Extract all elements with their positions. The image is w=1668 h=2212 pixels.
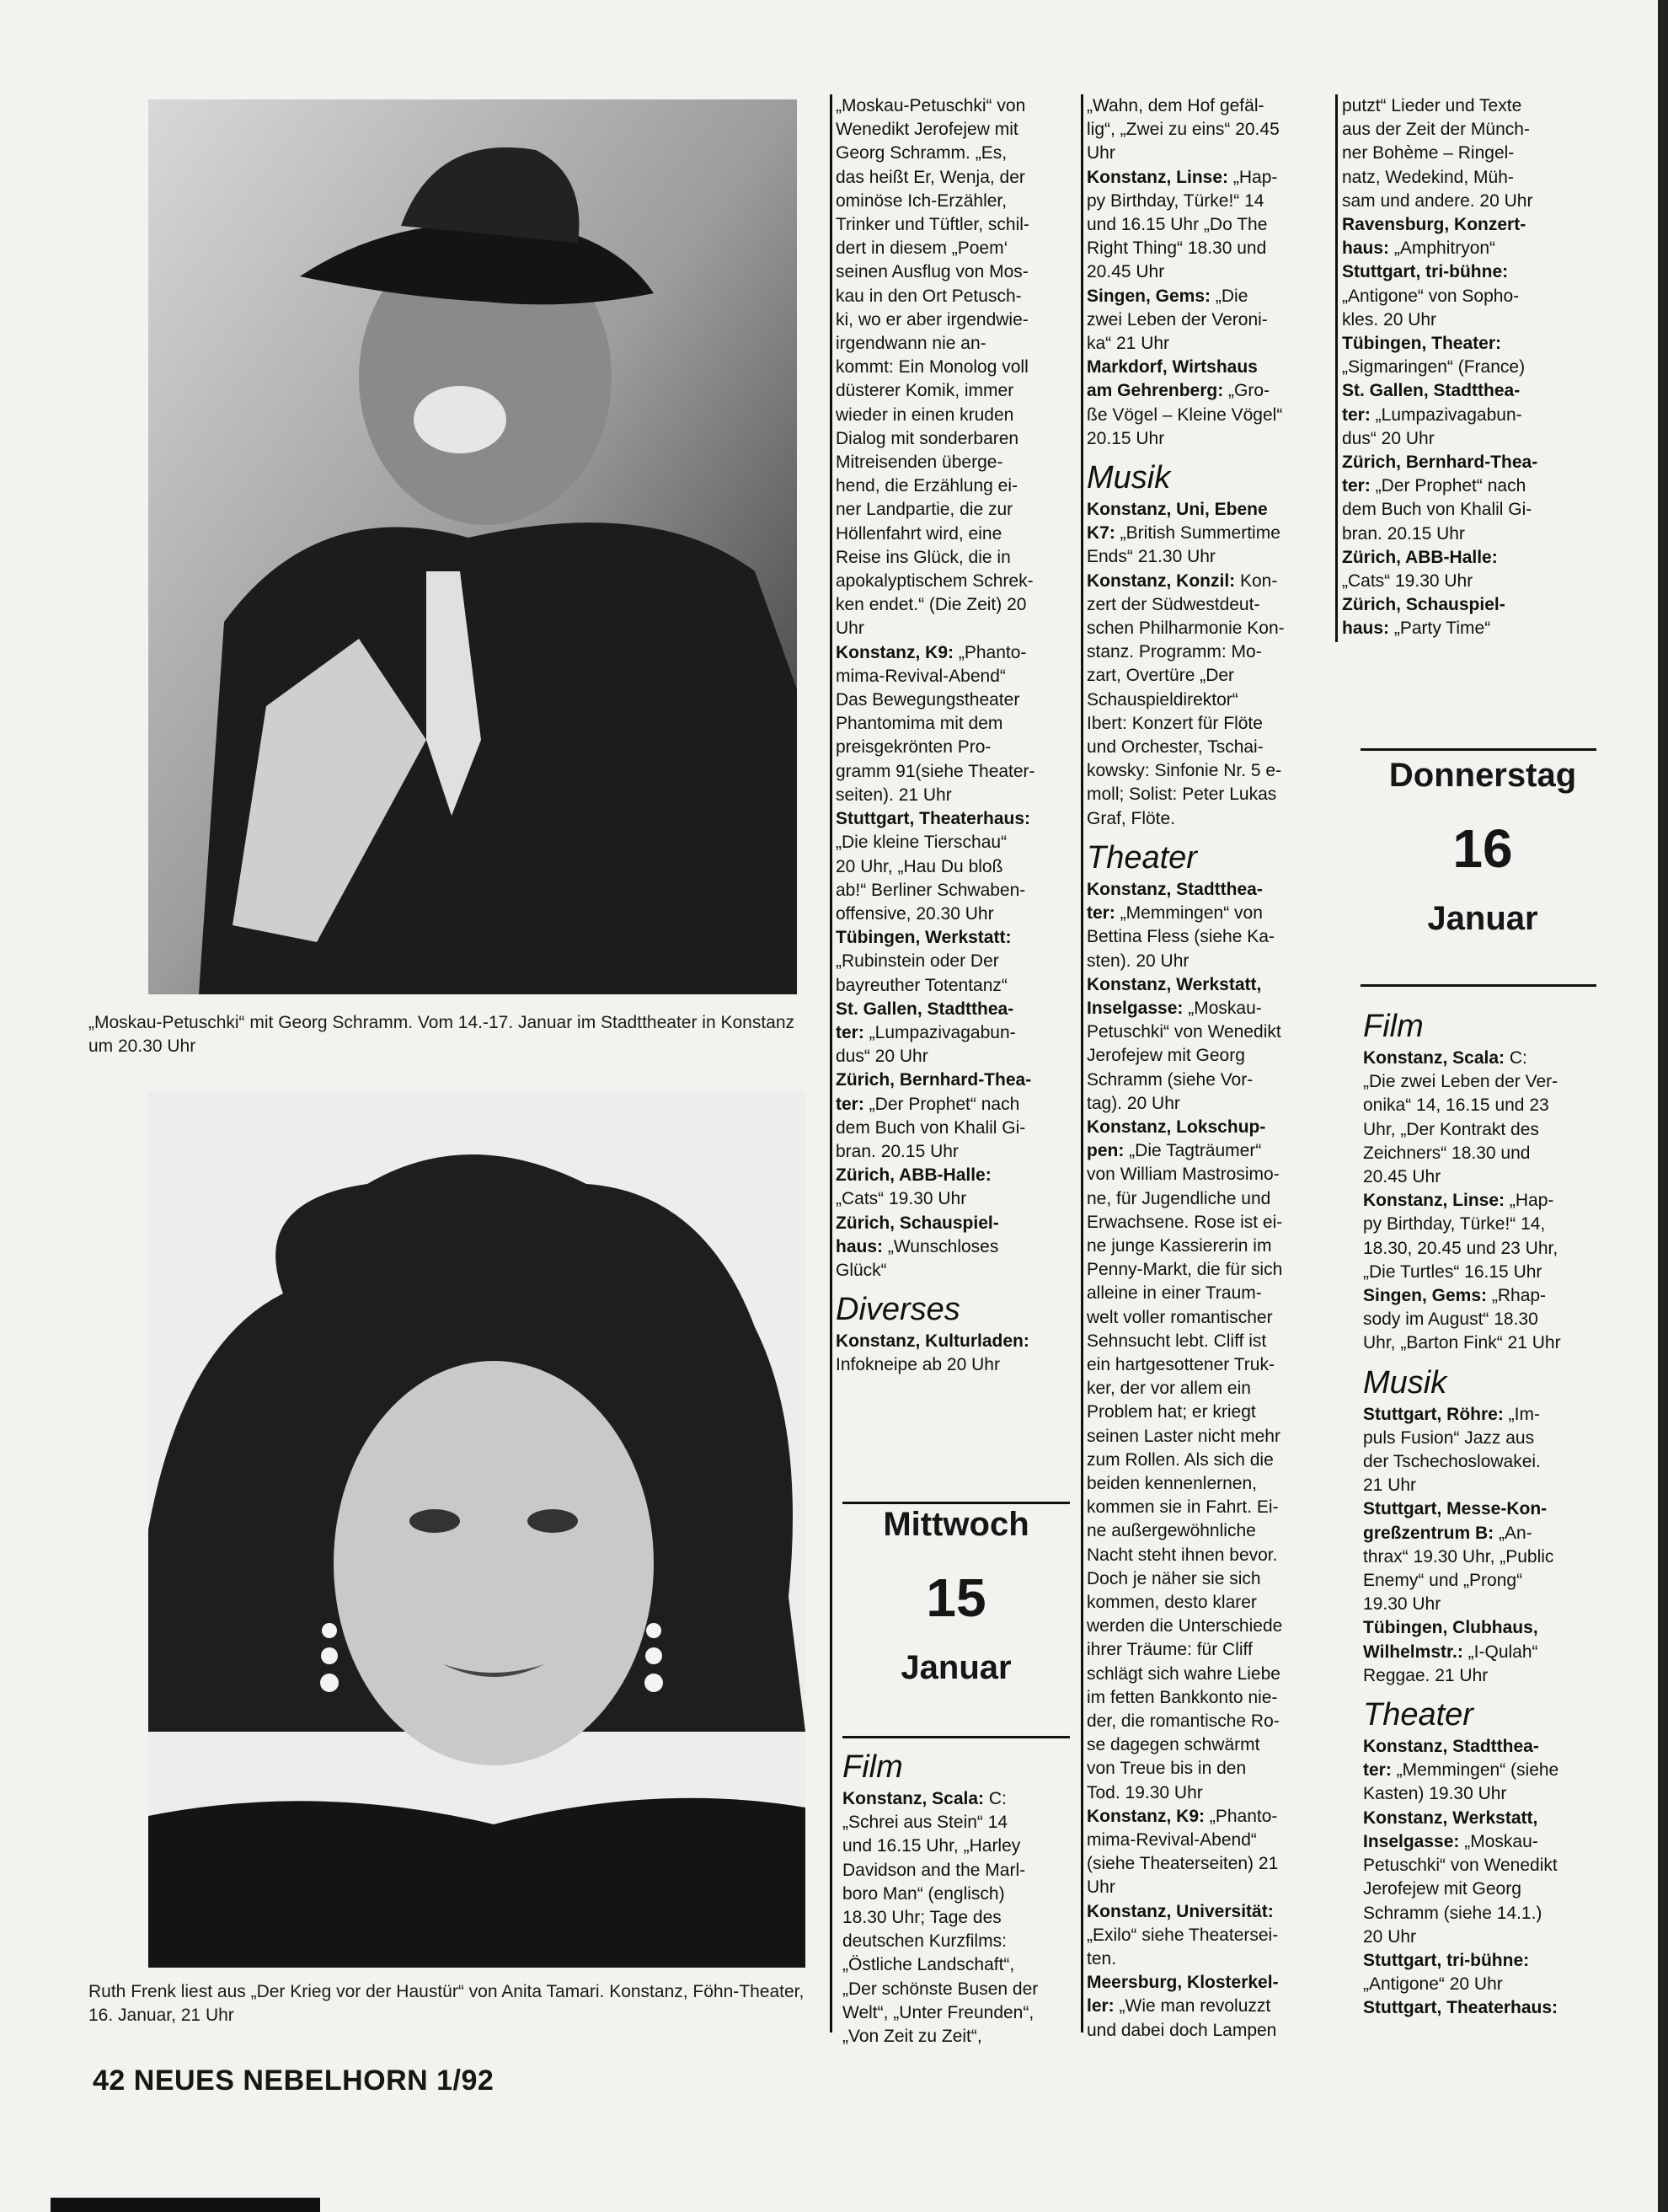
listing-entry: Stuttgart, Theaterhaus: „Die kleine Tierschau“ 20 Uhr, „Hau Du bloß ab!“ Berliner Schwaben- offensive, 20.30 Uhr xyxy=(836,809,1031,924)
photo-caption-2: Ruth Frenk liest aus „Der Krieg vor der Haustür“ von Anita Tamari. Konstanz, Föhn-Theater, 16. Januar, 21 Uhr xyxy=(88,1982,805,2025)
listing-entry: Konstanz, Konzil: Kon- zert der Südwestdeut- schen Philharmonie Kon- stanz. Programm: Mo- zart, Overtüre „Der Schauspieldirektor“ Ibert: Konzert für Flöte und Orchester, Tschai- kowsky: Sinfonie Nr. 5 e- moll; Solist: Peter Lukas Graf, Flöte. xyxy=(1087,570,1285,828)
listing-entry: Stuttgart, Messe-Kon- greßzentrum B: „An- thrax“ 19.30 Uhr, „Public Enemy“ und „Prong“ 19.30 Uhr xyxy=(1363,1499,1554,1615)
day-rule-bottom-donnerstag xyxy=(1361,984,1596,987)
day-month: Januar xyxy=(901,1649,1012,1686)
listing-entry: Markdorf, Wirtshaus am Gehrenberg: „Gro- ße Vögel – Kleine Vögel“ 20.15 Uhr xyxy=(1087,357,1283,448)
section-heading-theater: Theater xyxy=(1363,1697,1473,1733)
listing-entry: Konstanz, Uni, Ebene K7: „British Summertime Ends“ 21.30 Uhr xyxy=(1087,500,1280,567)
listing-column-2 xyxy=(1087,94,1331,2043)
listing-entry: Meersburg, Klosterkel- ler: „Wie man revoluzzt und dabei doch Lampen xyxy=(1087,1973,1279,2040)
column-rule-1 xyxy=(830,94,832,2033)
listing-entry: Konstanz, K9: „Phanto- mima-Revival-Abend“ Das Bewegungstheater Phantomima mit dem preisgekrönten Pro- gramm 91(siehe Theater- seiten). 21 Uhr xyxy=(836,642,1035,805)
day-name: Donnerstag xyxy=(1388,757,1577,794)
listing-entry: Stuttgart, tri-bühne: „Antigone“ von Sopho- kles. 20 Uhr xyxy=(1342,262,1520,329)
listing-entry: Tübingen, Werkstatt: „Rubinstein oder Der bayreuther Totentanz“ xyxy=(836,928,1012,995)
section-heading-diverses: Diverses xyxy=(836,1292,960,1328)
listing-entry: Konstanz, Universität: „Exilo“ siehe Theatersei- ten. xyxy=(1087,1901,1279,1969)
listing-text: „Wahn, dem Hof gefäl- lig“, „Zwei zu eins“ 20.45 Uhr xyxy=(1087,96,1280,163)
listing-column-3 xyxy=(1342,94,1595,641)
listing-entry: Konstanz, Werkstatt, Inselgasse: „Moskau- Petuschki“ von Wenedikt Jerofejew mit Georg Schramm (siehe 14.1.) 20 Uhr xyxy=(1363,1808,1558,1947)
listing-entry: Konstanz, Kulturladen: Infokneipe ab 20 Uhr xyxy=(836,1331,1029,1375)
listing-entry: Singen, Gems: „Die zwei Leben der Veroni- ka“ 21 Uhr xyxy=(1087,286,1268,354)
listing-column-1-lower xyxy=(842,1749,1083,2049)
day-month: Januar xyxy=(1427,900,1538,937)
listing-entry: Konstanz, Stadtthea- ter: „Memmingen“ von Bettina Fless (siehe Ka- sten). 20 Uhr xyxy=(1087,879,1275,971)
listing-entry: St. Gallen, Stadtthea- ter: „Lumpazivagabun- dus“ 20 Uhr xyxy=(836,999,1016,1067)
listing-entry: Zürich, ABB-Halle: „Cats“ 19.30 Uhr xyxy=(836,1165,992,1209)
day-number: 15 xyxy=(926,1567,986,1628)
day-rule-top-donnerstag xyxy=(1361,748,1596,751)
section-heading-musik: Musik xyxy=(1087,460,1171,496)
photo-woman-portrait xyxy=(148,1091,805,1968)
listing-entry: Stuttgart, Theaterhaus: xyxy=(1363,1998,1558,2018)
listing-text: putzt“ Lieder und Texte aus der Zeit der Münch- ner Bohème – Ringel- natz, Wedekind, Müh- sam und andere. 20 Uhr xyxy=(1342,96,1533,211)
listing-entry: Zürich, ABB-Halle: „Cats“ 19.30 Uhr xyxy=(1342,547,1498,592)
listing-entry: Konstanz, Scala: C: „Die zwei Leben der Ver- onika“ 14, 16.15 und 23 Uhr, „Der Kontrakt des Zeichners“ 18.30 und 20.45 Uhr xyxy=(1363,1048,1558,1187)
listing-entry: St. Gallen, Stadtthea- ter: „Lumpazivagabun- dus“ 20 Uhr xyxy=(1342,381,1522,448)
listing-entry: Ravensburg, Konzert- haus: „Amphitryon“ xyxy=(1342,215,1526,259)
section-heading-film: Film xyxy=(1363,1009,1424,1044)
listing-entry: Tübingen, Clubhaus, Wilhelmstr.: „I-Qulah“ Reggae. 21 Uhr xyxy=(1363,1618,1538,1685)
listing-entry: Konstanz, Linse: „Hap- py Birthday, Türke!“ 14, 18.30, 20.45 und 23 Uhr, „Die Turtles“ 16.15 Uhr xyxy=(1363,1191,1558,1282)
listing-entry: Zürich, Schauspiel- haus: „Wunschloses Glück“ xyxy=(836,1213,999,1280)
listing-entry: Konstanz, K9: „Phanto- mima-Revival-Abend“ (siehe Theaterseiten) 21 Uhr xyxy=(1087,1806,1279,1898)
section-heading-theater: Theater xyxy=(1087,839,1197,876)
listing-entry: Zürich, Bernhard-Thea- ter: „Der Prophet“ nach dem Buch von Khalil Gi- bran. 20.15 Uhr xyxy=(1342,453,1538,544)
column-rule-2 xyxy=(1081,94,1083,2033)
day-rule-bottom-mittwoch xyxy=(842,1736,1070,1738)
page-edge-bar xyxy=(51,2198,320,2212)
listing-entry: Stuttgart, tri-bühne: „Antigone“ 20 Uhr xyxy=(1363,1950,1530,1995)
listing-entry: Konstanz, Lokschup- pen: „Die Tagträumer“ von William Mastrosimo- ne, für Jugendliche und Erwachsene. Rose ist ei- ne junge Kassiererin im Penny-Markt, die für sich alleine in einer Traum- welt voller romantischer Sehnsucht lebt. Cliff ist ein hartgesottener Truk- ker, der vor allem ein Problem hat; er kriegt seinen Laster nicht mehr zum Rollen. Als sich die beiden kennenlernen, kommen sie in Fahrt. Ei- ne außergewöhnliche Nacht steht ihnen bevor. Doch je näher sie sich kommen, desto klarer werden die Unterschiede ihrer Träume: für Cliff schlägt sich wahre Liebe im fetten Bankkonto nie- der, die romantische Ro- se dagegen schwärmt von Treue bis in den Tod. 19.30 Uhr xyxy=(1087,1117,1283,1802)
section-heading-film: Film xyxy=(842,1749,903,1785)
day-header-donnerstag xyxy=(1356,755,1609,939)
day-name: Mittwoch xyxy=(883,1506,1029,1543)
listing-entry: Singen, Gems: „Rhap- sody im August“ 18.30 Uhr, „Barton Fink“ 21 Uhr xyxy=(1363,1286,1561,1353)
listing-entry: Stuttgart, Röhre: „Im- puls Fusion“ Jazz aus der Tschechoslowakei. 21 Uhr xyxy=(1363,1404,1541,1496)
listing-entry: Konstanz, Linse: „Hap- py Birthday, Türke!“ 14 und 16.15 Uhr „Do The Right Thing“ 18.30 und 20.45 Uhr xyxy=(1087,167,1278,282)
photo-man-with-hat xyxy=(148,99,797,994)
listing-column-1 xyxy=(836,94,1076,1378)
photo-caption-1: „Moskau-Petuschki“ mit Georg Schramm. Vom 14.-17. Januar im Stadttheater in Konstanz um 20.30 Uhr xyxy=(88,1013,795,1056)
listing-text: „Moskau-Petuschki“ von Wenedikt Jerofejew mit Georg Schramm. „Es, das heißt Er, Wenja, der ominöse Ich-Erzähler, Trinker und Tüftler, schil- dert in diesem „Poem‘ seinen Ausflug von Mos- kau in den Ort Petusch- ki, wo er aber irgendwie- irgendwann nie an- kommt: Ein Monolog voll düsterer Komik, immer wieder in einen kruden Dialog mit sonderbaren Mitreisenden überge- hend, die Erzählung ei- ner Landpartie, die zur Höllenfahrt wird, eine Reise ins Glück, die in apokalyptischem Schrek- ken endet.“ (Die Zeit) 20 Uhr xyxy=(836,96,1034,639)
listing-column-3-lower xyxy=(1363,1008,1616,2021)
listing-entry: Konstanz, Werkstatt, Inselgasse: „Moskau- Petuschki“ von Wenedikt Jerofejew mit Georg Schramm (siehe Vor- tag). 20 Uhr xyxy=(1087,974,1281,1113)
section-heading-musik: Musik xyxy=(1363,1364,1447,1401)
listing-entry: Zürich, Schauspiel- haus: „Party Time“ xyxy=(1342,595,1505,639)
listing-entry: Tübingen, Theater: „Sigmaringen“ (France) xyxy=(1342,334,1526,378)
day-number: 16 xyxy=(1452,818,1513,879)
listing-entry: Zürich, Bernhard-Thea- ter: „Der Prophet“ nach dem Buch von Khalil Gi- bran. 20.15 Uhr xyxy=(836,1070,1032,1161)
listing-entry: Konstanz, Scala: C: „Schrei aus Stein“ 14 und 16.15 Uhr, „Harley Davidson and the Marl- boro Man“ (englisch) 18.30 Uhr; Tage des deutschen Kurzfilms: „Östliche Landschaft“, „Der schönste Busen der Welt“, „Unter Freunden“, „Von Zeit zu Zeit“, xyxy=(842,1789,1039,2047)
page-footer: 42 NEUES NEBELHORN 1/92 xyxy=(93,2065,495,2097)
day-header-mittwoch xyxy=(838,1504,1074,1688)
page-edge-right xyxy=(1658,0,1668,2212)
listing-entry: Konstanz, Stadtthea- ter: „Memmingen“ (siehe Kasten) 19.30 Uhr xyxy=(1363,1737,1559,1804)
column-rule-3 xyxy=(1335,94,1338,642)
